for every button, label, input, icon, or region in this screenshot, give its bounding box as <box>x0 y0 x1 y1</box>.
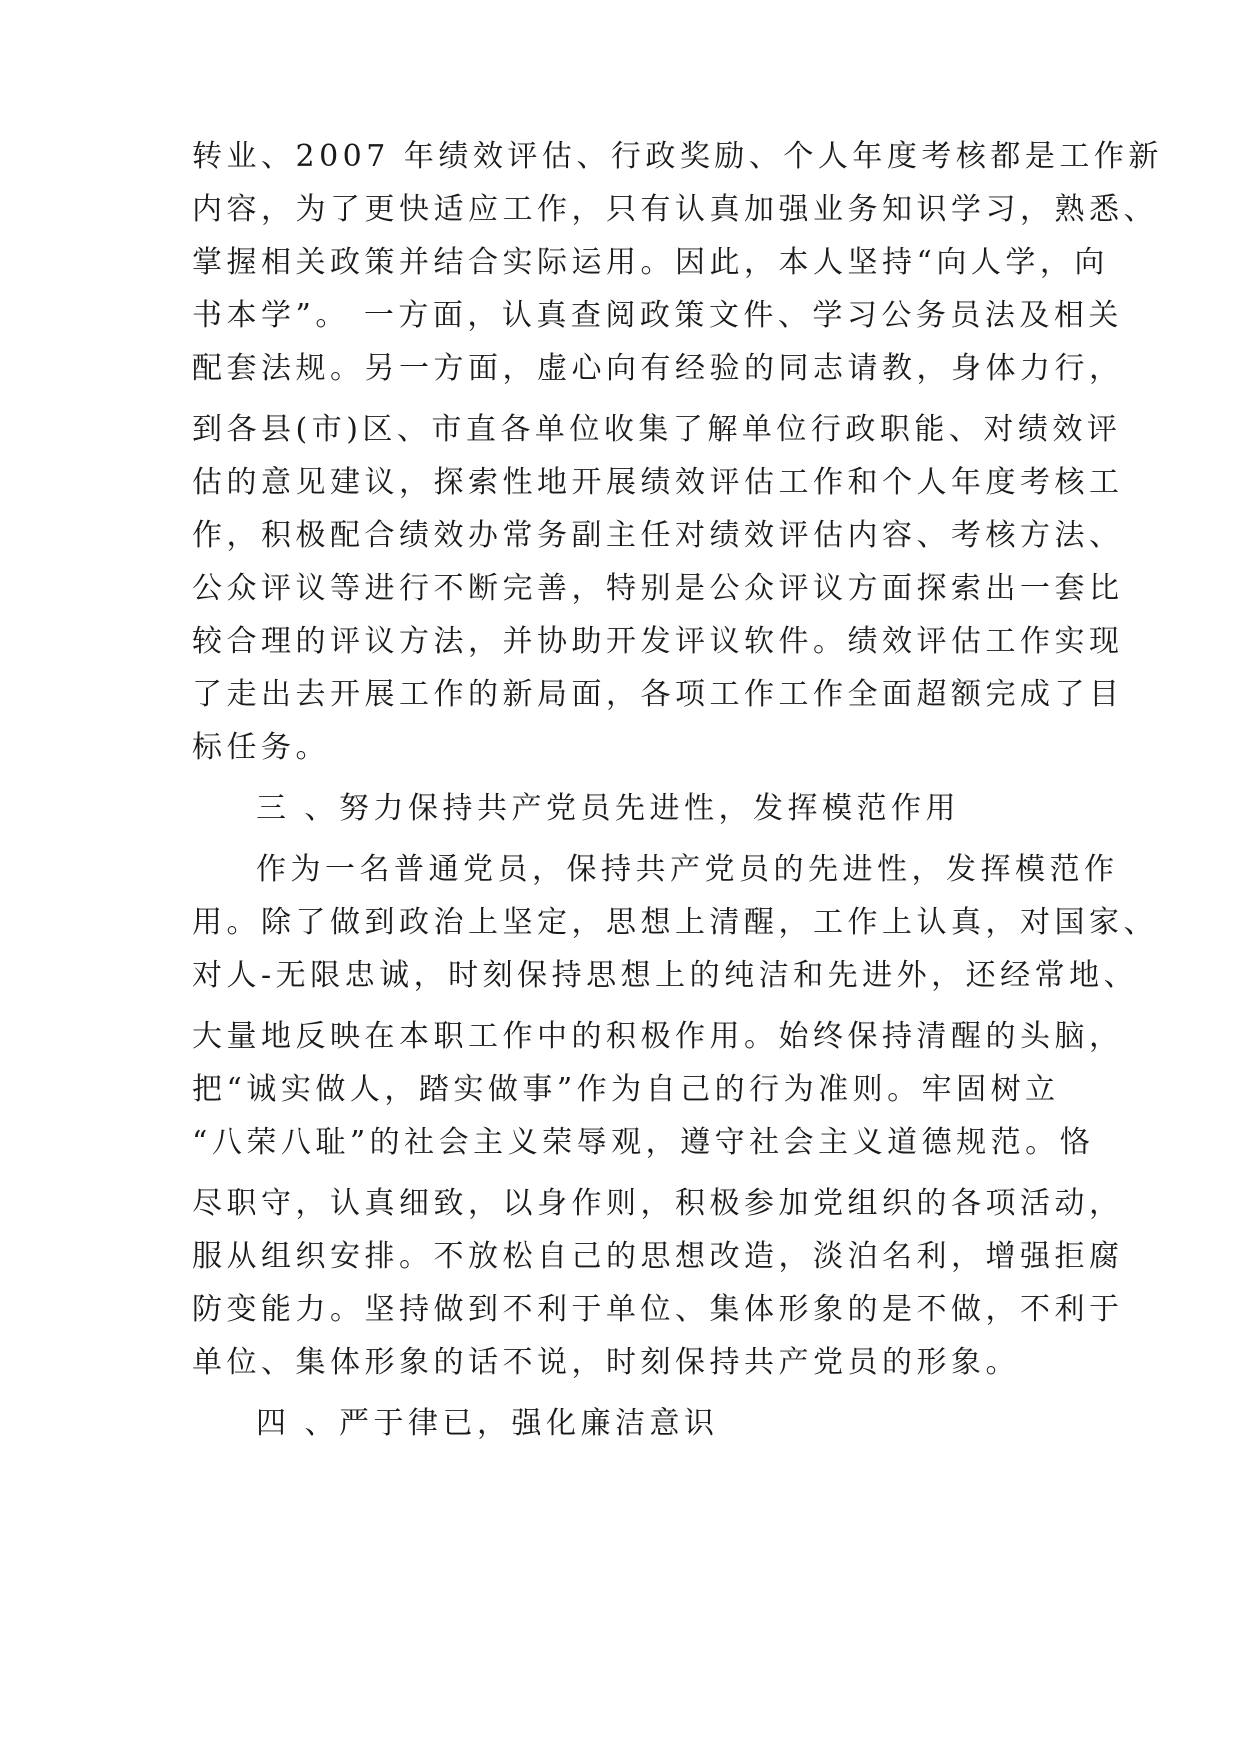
paragraph-line: 用。除了做到政治上坚定，思想上清醒，工作上认真，对国家、 <box>192 905 1158 940</box>
paragraph-line: “八荣八耻”的社会主义荣辱观，遵守社会主义道德规范。恪 <box>192 1125 1095 1160</box>
paragraph-line: 尽职守，认真细致，以身作则，积极参加党组织的各项活动， <box>192 1186 1124 1221</box>
paragraph-line: 估的意见建议，探索性地开展绩效评估工作和个人年度考核工 <box>192 465 1124 500</box>
section-heading: 三 、努力保持共产党员先进性，发挥模范作用 <box>256 791 961 826</box>
section-heading: 四 、严于律已，强化廉洁意识 <box>256 1406 719 1441</box>
paragraph-line: 大量地反映在本职工作中的积极作用。始终保持清醒的头脑， <box>192 1019 1124 1054</box>
paragraph-line: 把“诚实做人，踏实做事”作为自己的行为准则。牢固树立 <box>192 1072 1060 1107</box>
paragraph-line: 了走出去开展工作的新局面，各项工作工作全面超额完成了目 <box>192 677 1124 712</box>
paragraph-line: 防变能力。坚持做到不利于单位、集体形象的是不做，不利于 <box>192 1292 1124 1327</box>
paragraph-line: 公众评议等进行不断完善，特别是公众评议方面探索出一套比 <box>192 571 1124 606</box>
paragraph-line: 作，积极配合绩效办常务副主任对绩效评估内容、考核方法、 <box>192 518 1124 553</box>
paragraph-line: 到各县(市)区、市直各单位收集了解单位行政职能、对绩效评 <box>192 412 1122 447</box>
paragraph-line: 标任务。 <box>192 730 330 765</box>
paragraph-line: 转业、2007 年绩效评估、行政奖励、个人年度考核都是工作新 <box>192 139 1163 174</box>
paragraph-line: 书本学”。 一方面，认真查阅政策文件、学习公务员法及相关 <box>192 298 1123 333</box>
paragraph-line: 对人-无限忠诚，时刻保持思想上的纯洁和先进外，还经常地、 <box>192 958 1139 993</box>
paragraph-line: 服从组织安排。不放松自己的思想改造，淡泊名利，增强拒腐 <box>192 1239 1124 1274</box>
paragraph-line: 单位、集体形象的话不说，时刻保持共产党员的形象。 <box>192 1345 1020 1380</box>
paragraph-line: 较合理的评议方法，并协助开发评议软件。绩效评估工作实现 <box>192 624 1124 659</box>
paragraph-line: 掌握相关政策并结合实际运用。因此，本人坚持“向人学，向 <box>192 245 1109 280</box>
paragraph-line: 内容，为了更快适应工作，只有认真加强业务知识学习，熟悉、 <box>192 192 1158 227</box>
paragraph-line: 配套法规。另一方面，虚心向有经验的同志请教，身体力行， <box>192 351 1124 386</box>
paragraph-line: 作为一名普通党员，保持共产党员的先进性，发挥模范作 <box>256 852 1119 887</box>
